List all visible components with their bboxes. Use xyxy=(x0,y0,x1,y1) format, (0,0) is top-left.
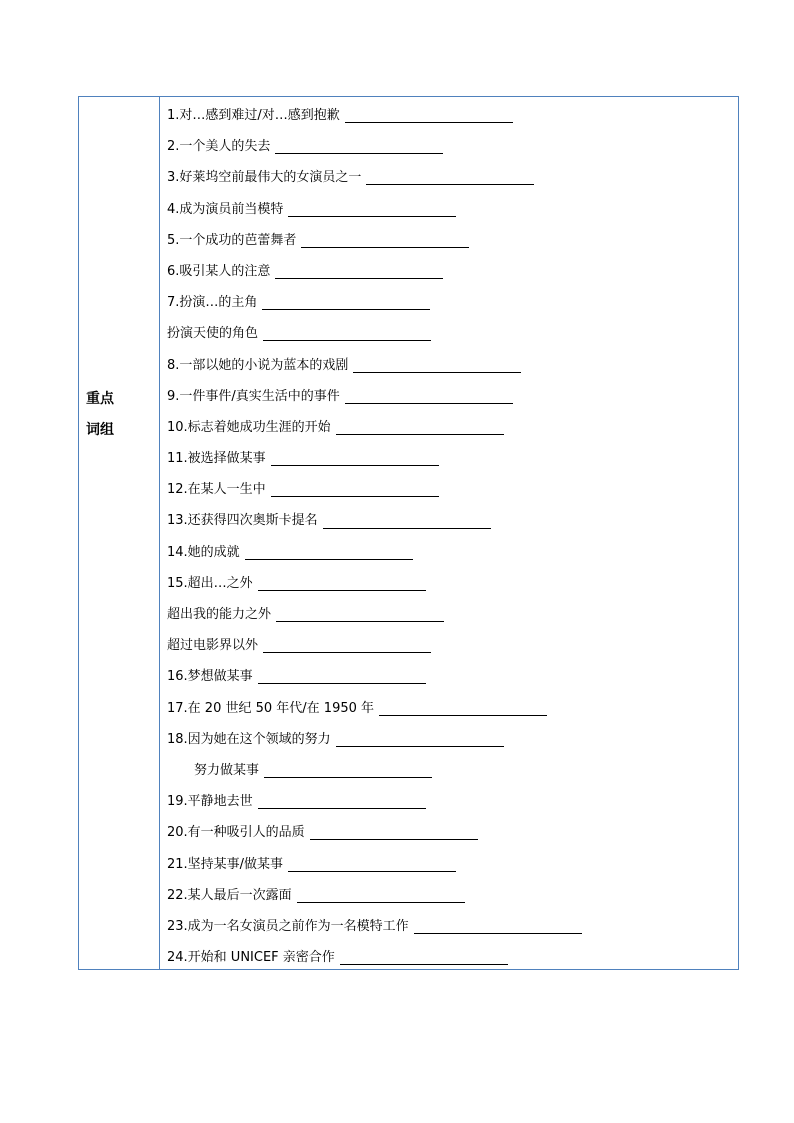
answer-blank[interactable] xyxy=(288,216,456,217)
answer-blank[interactable] xyxy=(263,340,431,341)
phrase-row xyxy=(167,225,738,256)
answer-blank[interactable] xyxy=(275,153,443,154)
answer-blank[interactable] xyxy=(336,434,504,435)
phrase-row xyxy=(167,287,738,318)
answer-blank[interactable] xyxy=(353,372,521,373)
phrase-row xyxy=(167,474,738,505)
phrase-text: 3.好莱坞空前最伟大的女演员之一 xyxy=(167,170,362,186)
phrase-row xyxy=(167,817,738,848)
answer-blank[interactable] xyxy=(345,122,513,123)
phrase-text: 1.对…感到难过/对…感到抱歉 xyxy=(167,108,340,123)
phrase-row xyxy=(167,256,738,287)
answer-blank[interactable] xyxy=(414,933,582,934)
phrase-row xyxy=(167,880,738,911)
answer-blank[interactable] xyxy=(379,715,547,716)
phrase-text: 12.在某人一生中 xyxy=(167,482,266,498)
phrase-text: 17.在 20 世纪 50 年代/在 1950 年 xyxy=(167,700,375,716)
exercise-table xyxy=(78,96,739,970)
phrase-row xyxy=(167,911,738,942)
phrase-row xyxy=(167,661,738,692)
answer-blank[interactable] xyxy=(340,964,508,965)
label-column xyxy=(79,97,160,969)
answer-blank[interactable] xyxy=(245,559,413,560)
section-label xyxy=(86,384,114,446)
answer-blank[interactable] xyxy=(258,683,426,684)
answer-blank[interactable] xyxy=(262,309,430,310)
answer-blank[interactable] xyxy=(336,746,504,747)
phrase-row xyxy=(167,599,738,630)
phrase-text: 19.平静地去世 xyxy=(167,794,253,810)
phrase-row xyxy=(167,693,738,724)
phrase-text: 努力做某事 xyxy=(194,762,260,778)
phrase-text: 6.吸引某人的注意 xyxy=(167,263,271,279)
phrase-row xyxy=(167,849,738,880)
answer-blank[interactable] xyxy=(264,777,432,778)
answer-blank[interactable] xyxy=(345,403,513,404)
phrase-row xyxy=(167,786,738,817)
phrase-text: 11.被选择做某事 xyxy=(167,451,266,467)
phrase-text: 24.开始和 UNICEF 亲密合作 xyxy=(167,950,335,966)
phrase-row xyxy=(167,443,738,474)
phrase-text: 5.一个成功的芭蕾舞者 xyxy=(167,232,297,248)
section-label-line1: 重点 xyxy=(86,391,114,407)
phrase-list xyxy=(167,100,738,973)
phrase-text: 14.她的成就 xyxy=(167,544,240,560)
phrase-text: 15.超出…之外 xyxy=(167,575,253,591)
phrase-text: 超出我的能力之外 xyxy=(167,607,272,622)
answer-blank[interactable] xyxy=(271,465,439,466)
phrase-text: 22.某人最后一次露面 xyxy=(167,887,292,903)
phrase-row xyxy=(167,100,738,131)
phrase-text: 2.一个美人的失去 xyxy=(167,139,271,155)
phrase-text: 10.标志着她成功生涯的开始 xyxy=(167,419,331,435)
phrase-text: 16.梦想做某事 xyxy=(167,669,253,685)
answer-blank[interactable] xyxy=(301,247,469,248)
answer-blank[interactable] xyxy=(288,871,456,872)
phrase-row xyxy=(167,381,738,412)
phrase-row xyxy=(167,942,738,973)
answer-blank[interactable] xyxy=(258,590,426,591)
phrase-row xyxy=(167,162,738,193)
phrase-row xyxy=(167,568,738,599)
phrase-text: 7.扮演…的主角 xyxy=(167,295,258,311)
phrase-row xyxy=(167,412,738,443)
answer-blank[interactable] xyxy=(271,496,439,497)
phrase-row xyxy=(167,755,738,786)
answer-blank[interactable] xyxy=(258,808,426,809)
phrase-row xyxy=(167,350,738,381)
answer-blank[interactable] xyxy=(323,528,491,529)
phrase-text: 21.坚持某事/做某事 xyxy=(167,856,284,872)
section-label-line2: 词组 xyxy=(86,422,114,438)
phrase-row xyxy=(167,630,738,661)
answer-blank[interactable] xyxy=(263,652,431,653)
phrase-text: 4.成为演员前当模特 xyxy=(167,201,284,217)
phrase-row xyxy=(167,318,738,349)
answer-blank[interactable] xyxy=(366,184,534,185)
phrase-text: 23.成为一名女演员之前作为一名模特工作 xyxy=(167,918,409,934)
phrase-row xyxy=(167,131,738,162)
answer-blank[interactable] xyxy=(275,278,443,279)
phrase-row xyxy=(167,724,738,755)
phrase-text: 18.因为她在这个领域的努力 xyxy=(167,731,331,747)
phrase-row xyxy=(167,537,738,568)
phrase-row xyxy=(167,505,738,536)
answer-blank[interactable] xyxy=(310,839,478,840)
phrase-row xyxy=(167,194,738,225)
phrase-text: 超过电影界以外 xyxy=(167,638,259,654)
answer-blank[interactable] xyxy=(297,902,465,903)
phrase-text: 9.一件事件/真实生活中的事件 xyxy=(167,388,340,404)
answer-blank[interactable] xyxy=(276,621,444,622)
phrase-text: 8.一部以她的小说为蓝本的戏剧 xyxy=(167,357,349,373)
phrase-text: 13.还获得四次奥斯卡提名 xyxy=(167,513,318,529)
phrase-text: 20.有一种吸引人的品质 xyxy=(167,825,305,841)
phrase-text: 扮演天使的角色 xyxy=(167,326,259,342)
